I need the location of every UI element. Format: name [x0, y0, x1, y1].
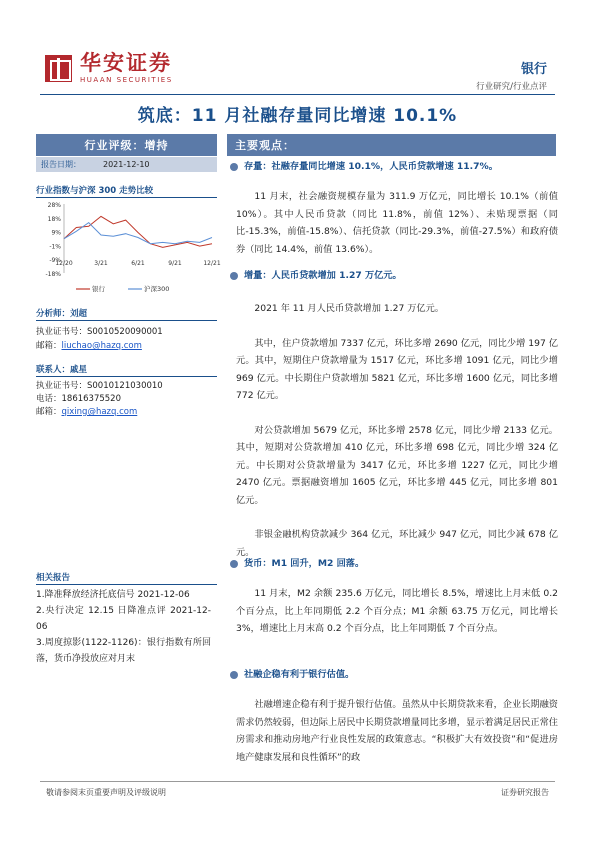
- y-tick-label: -9%: [49, 257, 61, 265]
- bullet-dot-icon: [230, 272, 238, 280]
- logo-seal-icon: [45, 55, 72, 82]
- related-reports-divider: [36, 584, 217, 585]
- analyst-divider: [36, 320, 217, 321]
- report-title: 筑底：11 月社融存量同比增速 10.1%: [137, 106, 458, 126]
- header-divider: [40, 94, 555, 95]
- section-increment: [228, 269, 558, 561]
- contact-email-link[interactable]: qixing@hazq.com: [61, 407, 138, 417]
- y-tick-label: 9%: [51, 229, 61, 237]
- y-tick-label: -18%: [45, 271, 61, 278]
- industry-rating: 行业评级：增持: [36, 134, 217, 156]
- related-reports-heading: 相关报告: [36, 573, 71, 583]
- report-date-label: 报告日期：: [41, 160, 81, 169]
- footer-report-label: 证券研究报告: [501, 788, 549, 797]
- footer-divider: [40, 781, 555, 782]
- contact-cert: 执业证书号：S0010121030010: [36, 381, 163, 391]
- section-paragraph: 其中，住户贷款增加 7337 亿元，环比多增 2690 亿元，同比少增 197 亿元。其中，短期住户贷款增量为 1517 亿元，环比多增 1091 亿元，同比少增 969 亿元。中长期住户贷款增加 5821 亿元，环比多增 1600 亿元，同比多增 772 亿元。: [236, 337, 558, 401]
- section-paragraph: 社融增速企稳有利于提升银行估值。虽然从中长期贷款来看，企业长期融资需求仍然较弱，但边际上居民中长期贷款增量同比多增，显示着满足居民正常住房需求和推动房地产行业良性发展的政策意志。“积极扩大有效投资”和“促进房地产健康发展和良性循环”的政: [236, 699, 558, 763]
- analyst-email-link[interactable]: liuchao@hazq.com: [61, 341, 142, 351]
- related-report-item[interactable]: 3.周度掠影(1122-1126)：银行指数有所回落，货币净投放应对月末: [36, 638, 211, 664]
- section-heading: 货币：M1 回升，M2 回落。: [244, 558, 365, 569]
- x-tick-label: 6/21: [131, 260, 145, 267]
- analyst-cert: 执业证书号：S0010520090001: [36, 327, 163, 337]
- logo-en: HUAAN SECURITIES: [80, 76, 173, 84]
- logo-cn: 华安证券: [80, 50, 172, 75]
- section-paragraph: 非银金融机构贷款减少 364 亿元，环比减少 947 亿元，同比少减 678 亿元。: [236, 529, 558, 558]
- bullet-dot-icon: [230, 671, 238, 679]
- section-heading: 增量：人民币贷款增加 1.27 万亿元。: [244, 270, 402, 281]
- section-bullet: [228, 668, 558, 682]
- bullet-dot-icon: [230, 560, 238, 568]
- x-tick-label: 3/21: [94, 260, 108, 267]
- sector-label: 银行: [520, 62, 547, 77]
- chart-title: 行业指数与沪深 300 走势比较: [36, 186, 154, 196]
- section-paragraph: 对公贷款增加 5679 亿元，环比多增 2578 亿元，同比少增 2133 亿元。其中，短期对公贷款增加 410 亿元，环比多增 698 亿元，同比少增 324 亿元。中长期对公贷款增量为 3417 亿元，环比多增 1227 亿元，同比少增 2470 亿元。票据融资增加 1605 亿元，环比多增 445 亿元，同比多增 801 亿元。: [236, 424, 558, 506]
- related-reports-list: [36, 587, 211, 667]
- index-trend-chart: [36, 199, 221, 301]
- y-tick-label: 28%: [47, 202, 61, 209]
- analyst-email-row: [36, 339, 142, 351]
- analyst-heading: 分析师：刘超: [36, 309, 88, 319]
- section-valuation: [228, 668, 558, 766]
- logo-text: [80, 52, 173, 84]
- x-tick-label: 12/20: [55, 260, 73, 267]
- section-paragraph: 11 月末，M2 余额 235.6 万亿元，同比增长 8.5%，增速比上月末低 0.2 个百分点，比上年同期低 2.2 个百分点；M1 余额 63.75 万亿元，同比增长 3%，增速比上月末高 0.2 个百分点，比上年同期低 7 个百分点。: [236, 588, 558, 634]
- report-type: 行业研究/行业点评: [476, 82, 547, 92]
- related-report-item[interactable]: 2.央行决定 12.15 日降准点评 2021-12-06: [36, 606, 211, 632]
- report-date-value: 2021-12-10: [103, 160, 150, 169]
- legend-label: 沪深300: [144, 285, 170, 293]
- section-bullet: [228, 557, 558, 571]
- company-logo: [45, 52, 173, 84]
- bullet-dot-icon: [230, 163, 238, 171]
- section-bullet: [228, 269, 558, 283]
- x-tick-label: 9/21: [168, 260, 182, 267]
- section-stock: [228, 160, 558, 258]
- section-paragraph: 11 月末，社会融资规模存量为 311.9 万亿元，同比增长 10.1%（前值 10%）。其中人民币贷款（同比 11.8%，前值 12%）、未贴现票据（同比-15.3%，前值-15.8%）、信托贷款（同比-29.3%，前值-27.5%）和政府债券（同比 14.4%，前值 13.6%）。: [236, 191, 558, 255]
- section-paragraph: 2021 年 11 月人民币贷款增加 1.27 万亿元。: [254, 303, 444, 314]
- y-tick-label: -1%: [49, 243, 61, 251]
- footer-disclaimer: 敬请参阅末页重要声明及评级说明: [46, 788, 166, 797]
- section-heading: 社融企稳有利于银行估值。: [244, 669, 355, 680]
- contact-email-label: 邮箱：: [36, 407, 62, 417]
- report-date-row: [36, 157, 217, 172]
- contact-heading: 联系人：戚星: [36, 365, 88, 375]
- contact-phone: 电话：18616375520: [36, 394, 121, 404]
- analyst-email-label: 邮箱：: [36, 341, 62, 351]
- contact-email-row: [36, 405, 137, 417]
- x-tick-label: 12/21: [203, 260, 221, 267]
- y-tick-label: 18%: [47, 215, 61, 223]
- section-bullet: [228, 160, 558, 174]
- legend-label: 银行: [92, 285, 105, 293]
- series-line-银行: [64, 216, 212, 247]
- main-views-heading: 主要观点：: [227, 134, 556, 156]
- chart-title-divider: [36, 197, 217, 198]
- contact-divider: [36, 376, 217, 377]
- related-report-item[interactable]: 1.降准释放经济托底信号 2021-12-06: [36, 590, 190, 600]
- section-money: [228, 557, 558, 638]
- section-heading: 存量：社融存量同比增速 10.1%，人民币贷款增速 11.7%。: [244, 161, 498, 172]
